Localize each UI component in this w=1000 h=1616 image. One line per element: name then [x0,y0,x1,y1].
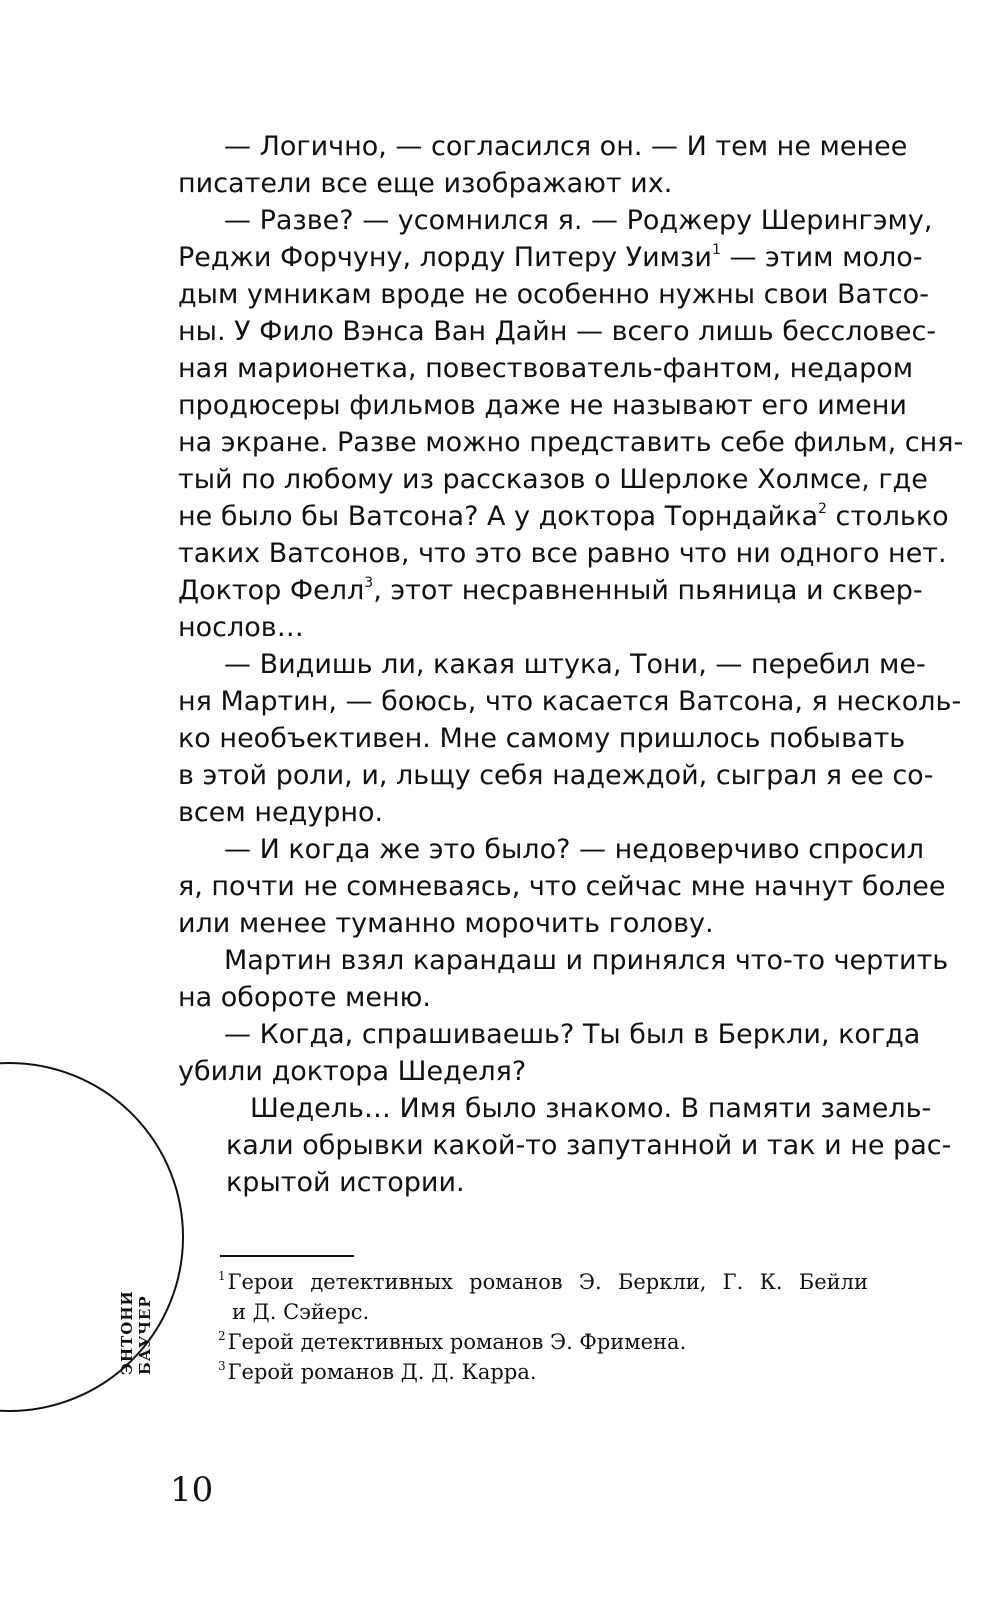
text-line-content: Реджи Форчуну, лорду Питеру Уимзи [178,242,712,273]
author-first-name: ЭНТОНИ [118,1290,136,1375]
text-line-content: не было бы Ватсона? А у доктора Торндайка [178,501,819,532]
text-line-content: столько [826,501,949,532]
text-line [178,1127,952,1164]
text-line-content: ко необъективен. Мне самому пришлось побывать [178,723,906,754]
text-line-content: Мартин взял карандаш и принялся что-то чертить [224,945,949,976]
text-line-content: Доктор Фелл [178,575,365,606]
text-line [178,757,934,794]
text-line [178,461,928,498]
text-line [178,313,937,350]
footnote-text: Герой романов Д. Д. Карра. [227,1360,537,1384]
text-line-content: кали обрывки какой-то запутанной и так и не рас- [226,1130,952,1161]
text-line [178,572,923,609]
text-line-content: писатели все еще изображают их. [178,168,673,199]
text-line-content: Шедель… Имя было знакомо. В памяти замель- [250,1093,932,1124]
text-line [178,498,949,535]
text-line-content: нослов… [178,612,304,643]
text-line-content: таких Ватсонов, что это все равно что ни одного нет. [178,538,947,569]
footnote-item [218,1297,868,1327]
text-line [178,202,933,239]
text-line [178,720,906,757]
text-line [178,794,868,831]
text-line-content: на обороте меню. [178,982,431,1013]
body-text [178,128,964,1201]
text-line [178,535,947,572]
footnote-item [218,1357,868,1387]
text-line-content: крытой истории. [226,1167,465,1198]
text-line [178,387,907,424]
text-line [178,165,868,202]
text-line-content: ная марионетка, повествователь-фантом, недаром [178,353,914,384]
text-line [178,1164,868,1201]
text-line [178,128,908,165]
text-line-content: — Логично, — согласился он. — И тем не менее [224,131,908,162]
text-line [178,609,868,646]
text-line-content: — Разве? — усомнился я. — Роджеру Шерингэму, [224,205,933,236]
footnote-separator [220,1255,354,1257]
text-line-content: продюсеры фильмов даже не называют его имени [178,390,907,421]
text-line-content: — этим моло- [720,242,923,273]
text-line [178,1090,932,1127]
text-line [178,831,925,868]
text-line [178,424,964,461]
text-line-content: убили доктора Шеделя? [178,1056,527,1087]
text-line-content: дым умникам вроде не особенно нужны свои Ватсо- [178,279,929,310]
footnote-item [218,1327,868,1357]
footnote-item [218,1267,868,1297]
author-tag [118,1225,158,1375]
text-line [178,1053,868,1090]
text-line-content: — И когда же это было? — недоверчиво спросил [224,834,925,865]
text-line-content: или менее туманно морочить голову. [178,908,714,939]
text-line [178,276,929,313]
footnote-number: 3 [218,1359,226,1373]
text-line [178,239,923,276]
author-last-name: БАУЧЕР [136,1295,154,1375]
text-line-content: на экране. Разве можно представить себе фильм, сня- [178,427,964,458]
footnote-marker: 3 [364,575,374,591]
footnote-text: и Д. Сэйерс. [232,1300,370,1324]
text-line-content: , этот несравненный пьяница и сквер- [373,575,923,606]
footnote-marker: 2 [818,501,827,517]
text-line [178,979,868,1016]
page-number: 10 [170,1470,214,1510]
footnote-number: 2 [218,1329,226,1343]
text-line-content: я, почти не сомневаясь, что сейчас мне начнут более [178,871,946,902]
text-line [178,350,914,387]
text-line [178,683,962,720]
text-line [178,942,949,979]
text-line-content: ны. У Фило Вэнса Ван Дайн — всего лишь бессловес- [178,316,937,347]
text-line-content: тый по любому из рассказов о Шерлоке Холмсе, где [178,464,928,495]
footnote-text: Герой детективных романов Э. Фримена. [227,1330,687,1354]
text-line-content: — Видишь ли, какая штука, Тони, — перебил ме- [224,649,926,680]
text-line [178,868,946,905]
footnote-number: 1 [218,1269,226,1283]
text-line [178,1016,921,1053]
text-line-content: ня Мартин, — боюсь, что касается Ватсона, я несколь- [178,686,962,717]
text-line [178,646,926,683]
text-line [178,905,868,942]
footnote-text: Герои детективных романов Э. Беркли, Г. К. Бейли [227,1270,868,1294]
footnote-marker: 1 [711,242,721,258]
text-line-content: всем недурно. [178,797,384,828]
text-line-content: в этой роли, и, льщу себя надеждой, сыграл я ее со- [178,760,934,791]
text-line-content: — Когда, спрашиваешь? Ты был в Беркли, когда [224,1019,921,1050]
footnotes [218,1267,868,1387]
